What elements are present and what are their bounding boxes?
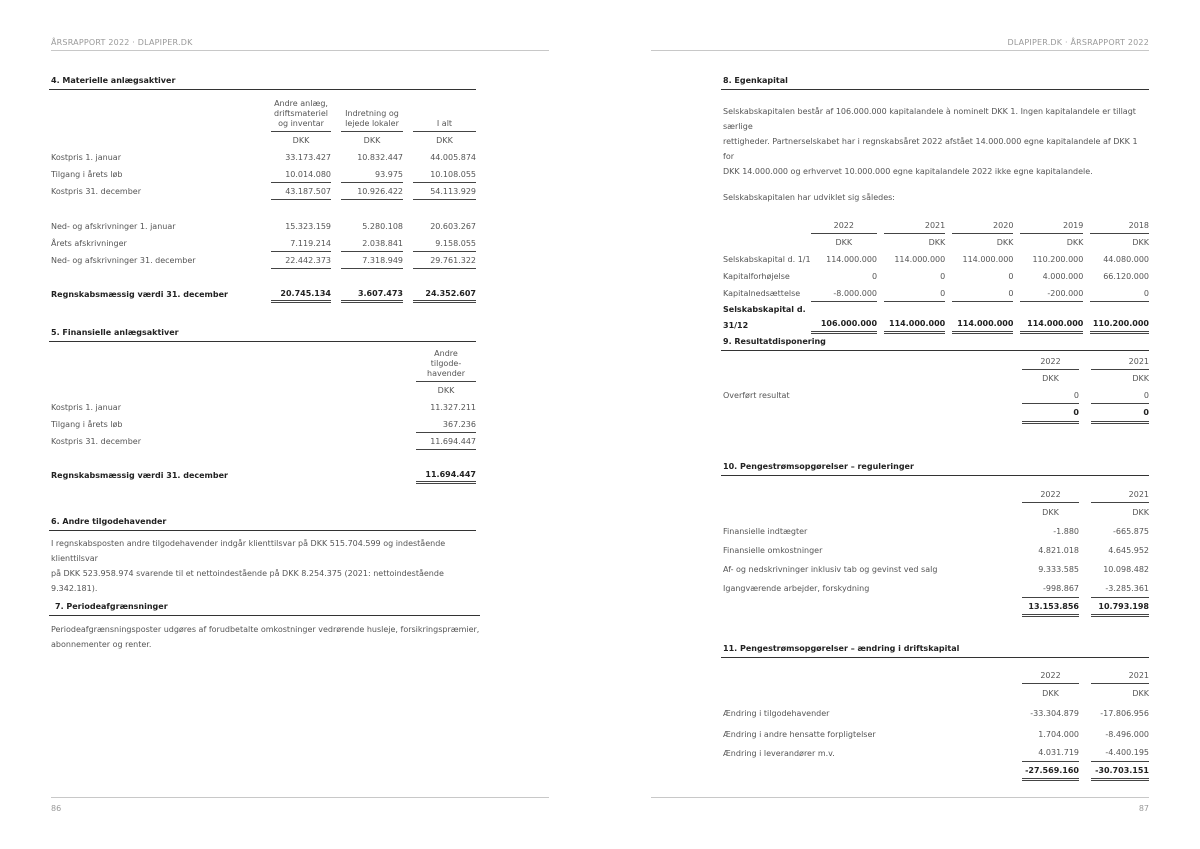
unit-label: DKK xyxy=(437,386,455,395)
note-8-table xyxy=(721,217,1149,334)
table-row: Tilgang i årets løb 367.236 xyxy=(49,416,476,433)
right-page-header: DLAPIPER.DK · ÅRSRAPPORT 2022 xyxy=(1007,38,1149,47)
note-10-title: 10. Pengestrømsopgørelser – reguleringer xyxy=(721,460,1149,476)
unit-label: DKK xyxy=(1132,508,1149,517)
table-row: Ændring i leverandører m.v. 4.031.719 -4.400.195 xyxy=(721,744,1149,762)
unit-label: DKK xyxy=(436,136,453,145)
total-row: Regnskabsmæssig værdi 31. december 20.745.134 3.607.473 24.352.607 xyxy=(49,286,476,303)
table-row: Finansielle indtægter -1.880 -665.875 xyxy=(723,527,1149,536)
total-row: -27.569.160 -30.703.151 xyxy=(721,762,1149,781)
note-5-col-header: Andre tilgode- havender xyxy=(416,346,476,382)
note-4-col-2-header: Indretning og lejede lokaler xyxy=(341,94,403,132)
note-8-text: Selskabskapitalen består af 106.000.000 kapitalandele à nominelt DKK 1. Ingen kapitalandele er tillagt særlige rettigheder. Partnerselskabet har i regnskabsåret 2022 afstået 14.000.000 egne kapitalandele af DKK 1 for DKK 14.000.000 og erhvervet 10.000.000 egne kapitalandele 2022 ikke egne kapitalandele. xyxy=(723,107,1138,176)
unit-label: DKK xyxy=(835,238,853,247)
table-row: Ændring i tilgodehavender -33.304.879 -17.806.956 xyxy=(723,709,1149,718)
table-row: Kapitalnedsættelse -8.000.000 0 0 -200.000 0 xyxy=(721,285,1149,302)
note-8-text-2: Selskabskapitalen har udviklet sig således: xyxy=(723,193,895,202)
note-5-section xyxy=(49,326,476,484)
table-row: Kostpris 1. januar 11.327.211 xyxy=(51,403,476,412)
note-9-table xyxy=(721,353,1149,424)
right-header-rule xyxy=(651,50,1149,51)
table-row: Ned- og afskrivninger 1. januar 15.323.159 5.280.108 20.603.267 xyxy=(51,222,476,231)
table-row: Selskabskapital d. 1/1 114.000.000 114.000.000 114.000.000 110.200.000 44.080.000 xyxy=(723,255,1149,264)
unit-label: DKK xyxy=(1132,374,1149,383)
year-header: 2019 xyxy=(1020,217,1083,234)
table-row: Kostpris 1. januar 33.173.427 10.832.447 44.005.874 xyxy=(51,153,476,162)
note-6-section xyxy=(49,515,476,596)
note-4-col-3-header: I alt xyxy=(413,94,476,132)
year-header: 2020 xyxy=(952,217,1013,234)
note-8-section xyxy=(721,74,1149,334)
left-page-header: ÅRSRAPPORT 2022 · DLAPIPER.DK xyxy=(51,38,193,47)
note-4-col-1-header: Andre anlæg, driftsmateriel og inventar xyxy=(271,94,331,132)
right-page-number: 87 xyxy=(1138,804,1149,813)
unit-label: DKK xyxy=(363,136,381,145)
note-10-section xyxy=(721,460,1149,617)
unit-label: DKK xyxy=(292,136,310,145)
total-row: Selskabskapital d. 31/12 106.000.000 114.000.000 114.000.000 114.000.000 110.200.000 xyxy=(721,302,1149,334)
year-header: 2022 xyxy=(1022,353,1079,370)
table-row: Overført resultat 0 0 xyxy=(721,387,1149,404)
unit-label: DKK xyxy=(996,238,1014,247)
note-11-title: 11. Pengestrømsopgørelser – ændring i driftskapital xyxy=(721,642,1149,658)
note-7-section xyxy=(49,600,480,652)
note-4-title: 4. Materielle anlægsaktiver xyxy=(49,74,476,90)
total-row: Regnskabsmæssig værdi 31. december 11.694.447 xyxy=(49,467,476,484)
year-header: 2021 xyxy=(884,217,945,234)
note-11-table xyxy=(721,665,1149,781)
table-row: Igangværende arbejder, forskydning -998.867 -3.285.361 xyxy=(721,579,1149,598)
left-header-rule xyxy=(51,50,549,51)
table-row: Finansielle omkostninger 4.821.018 4.645.952 xyxy=(723,546,1149,555)
note-5-title: 5. Finansielle anlægsaktiver xyxy=(49,326,476,342)
left-page-number: 86 xyxy=(51,804,62,813)
note-4-section xyxy=(49,74,476,303)
table-row: Af- og nedskrivninger inklusiv tab og gevinst ved salg 9.333.585 10.098.482 xyxy=(723,565,1149,574)
year-header: 2018 xyxy=(1090,217,1149,234)
note-9-section xyxy=(721,335,1149,424)
table-row: Tilgang i årets løb 10.014.080 93.975 10.108.055 xyxy=(49,166,476,183)
unit-label: DKK xyxy=(1042,689,1059,698)
table-row: Kapitalforhøjelse 0 0 0 4.000.000 66.120.000 xyxy=(723,272,1149,281)
total-row: 13.153.856 10.793.198 xyxy=(721,598,1149,617)
unit-label: DKK xyxy=(1132,689,1149,698)
unit-label: DKK xyxy=(1042,508,1059,517)
table-row: Ændring i andre hensatte forpligtelser 1.704.000 -8.496.000 xyxy=(723,729,1149,739)
note-9-title: 9. Resultatdisponering xyxy=(721,335,1149,351)
unit-label: DKK xyxy=(928,238,946,247)
note-8-title: 8. Egenkapital xyxy=(721,74,1149,90)
note-4-table xyxy=(49,94,476,303)
total-row: 0 0 xyxy=(721,404,1149,424)
year-header: 2022 xyxy=(1022,665,1079,684)
note-11-section xyxy=(721,642,1149,781)
year-header: 2021 xyxy=(1091,665,1149,684)
unit-label: DKK xyxy=(1066,238,1084,247)
table-row: Årets afskrivninger 7.119.214 2.038.841 9.158.055 xyxy=(49,235,476,252)
year-header: 2021 xyxy=(1091,353,1149,370)
note-6-text: I regnskabsposten andre tilgodehavender indgår klienttilsvar på DKK 515.704.599 og indestående klienttilsvar på DKK 523.958.974 svarende til et nettoindestående på DKK 8.254.375 (2021: nettoindestående 9.342.181). xyxy=(51,539,446,593)
table-row: Kostpris 31. december 43.187.507 10.926.422 54.113.929 xyxy=(49,183,476,200)
note-7-text: Periodeafgrænsningsposter udgøres af forudbetalte omkostninger vedrørende husleje, forsikringspræmier, abonnementer og renter. xyxy=(51,625,480,649)
table-row: Kostpris 31. december 11.694.447 xyxy=(49,433,476,450)
year-header: 2021 xyxy=(1091,484,1149,503)
unit-label: DKK xyxy=(1042,374,1059,383)
right-footer-rule xyxy=(651,797,1149,798)
year-header: 2022 xyxy=(1022,484,1079,503)
note-7-title: 7. Periodeafgrænsninger xyxy=(49,600,480,616)
table-row: Ned- og afskrivninger 31. december 22.442.373 7.318.949 29.761.322 xyxy=(49,252,476,269)
left-footer-rule xyxy=(51,797,549,798)
note-6-title: 6. Andre tilgodehavender xyxy=(49,515,476,531)
unit-label: DKK xyxy=(1132,238,1149,247)
note-5-table xyxy=(49,346,476,484)
year-header: 2022 xyxy=(811,217,877,234)
note-10-table xyxy=(721,484,1149,617)
